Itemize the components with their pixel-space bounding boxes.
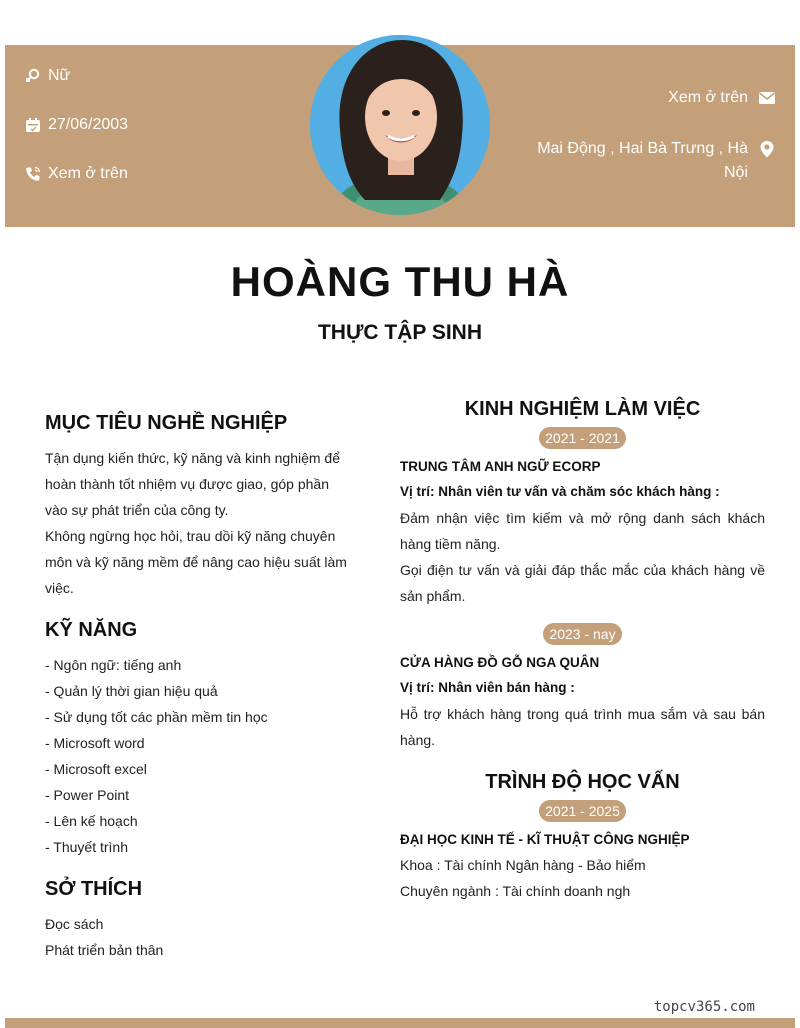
right-column (400, 398, 765, 904)
address-text: Mai Động , Hai Bà Trưng , Hà Nội (537, 140, 748, 181)
education-period-badge: 2021 - 2025 (539, 800, 626, 822)
envelope-icon (758, 89, 776, 107)
education-period-wrap (400, 800, 765, 824)
left-column (45, 412, 355, 963)
job-organization: TRUNG TÂM ANH NGỮ ECORP (400, 459, 601, 474)
job-period-badge: 2023 - nay (543, 623, 621, 645)
job-position: Vị trí: Nhân viên tư vấn và chăm sóc khách hàng : (400, 484, 720, 499)
job-description: Gọi điện tư vấn và giải đáp thắc mắc của khách hàng về sản phẩm. (400, 562, 765, 604)
objective-title: MỤC TIÊU NGHỀ NGHIỆP (45, 412, 288, 434)
birthday-row (25, 115, 128, 135)
address-row (526, 137, 776, 185)
job-description: Đảm nhận việc tìm kiếm và mở rộng danh sách khách hàng tiềm năng. (400, 510, 765, 552)
skills-title: KỸ NĂNG (45, 619, 138, 641)
email-text: Xem ở trên (668, 89, 748, 106)
skill-item: - Sử dụng tốt các phần mềm tin học (45, 709, 268, 725)
skill-item: - Thuyết trình (45, 839, 129, 855)
birthday-text: 27/06/2003 (48, 116, 129, 133)
hobby-item: Đọc sách (45, 916, 104, 932)
gender-text: Nữ (48, 67, 71, 84)
skill-item: - Power Point (45, 787, 130, 803)
phone-row (25, 164, 128, 184)
personal-info-right (526, 86, 776, 212)
education-line: Chuyên ngành : Tài chính doanh ngh (400, 883, 631, 899)
hobby-item: Phát triển bản thân (45, 942, 164, 958)
objective-paragraph: Tận dụng kiến thức, kỹ năng và kinh nghiệm để hoàn thành tốt nhiệm vụ được giao, góp phần vào sự phát triển của công ty. (45, 450, 340, 518)
skill-item: - Quản lý thời gian hiệu quả (45, 683, 218, 699)
watermark-text: topcv365.com (653, 999, 755, 1015)
education-title: TRÌNH ĐỘ HỌC VẤN (485, 771, 680, 793)
skill-item: - Ngôn ngữ: tiếng anh (45, 657, 182, 673)
location-pin-icon (758, 140, 776, 158)
skill-item: - Microsoft word (45, 735, 145, 751)
objective-paragraph: Không ngừng học hỏi, trau dồi kỹ năng chuyên môn và kỹ năng mềm để nâng cao hiệu suất làm việc. (45, 528, 347, 596)
job-description: Hỗ trợ khách hàng trong quá trình mua sắm và sau bán hàng. (400, 706, 765, 748)
email-row (526, 86, 776, 110)
portrait-image (310, 35, 490, 215)
skill-item: - Microsoft excel (45, 761, 147, 777)
phone-text: Xem ở trên (48, 165, 128, 182)
education-school: ĐẠI HỌC KINH TẾ - KĨ THUẬT CÔNG NGHIỆP (400, 832, 690, 847)
calendar-icon (25, 117, 41, 133)
candidate-role: THỰC TẬP SINH (317, 321, 483, 344)
gender-row (25, 66, 128, 86)
experience-title: KINH NGHIỆM LÀM VIỆC (464, 398, 701, 420)
job-position: Vị trí: Nhân viên bán hàng : (400, 680, 575, 695)
hobbies-title: SỞ THÍCH (45, 878, 143, 900)
job-period-wrap (400, 623, 765, 647)
education-line: Khoa : Tài chính Ngân hàng - Bảo hiểm (400, 857, 646, 873)
avatar (310, 35, 490, 215)
footer-band (5, 1018, 795, 1028)
job-organization: CỬA HÀNG ĐỒ GỖ NGA QUÂN (400, 655, 600, 670)
skill-item: - Lên kế hoạch (45, 813, 138, 829)
candidate-name: HOÀNG THU HÀ (230, 258, 570, 305)
gender-icon (25, 68, 41, 84)
job-period-badge: 2021 - 2021 (539, 427, 626, 449)
phone-icon (25, 166, 41, 182)
job-period-wrap (400, 427, 765, 451)
personal-info-left (25, 66, 128, 213)
